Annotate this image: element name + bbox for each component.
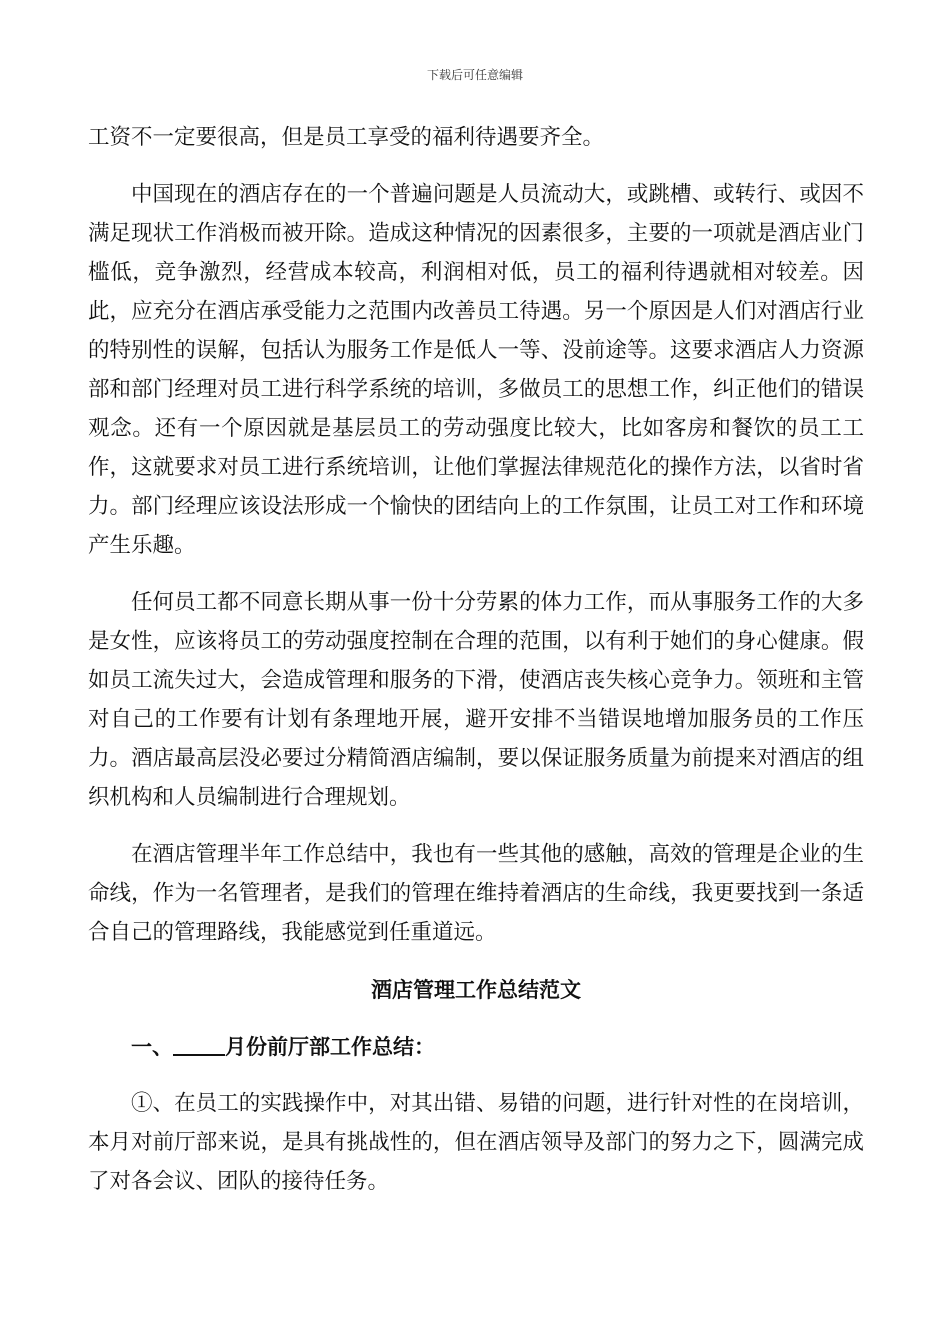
paragraph-2: 中国现在的酒店存在的一个普遍问题是人员流动大，或跳槽、或转行、或因不满足现状工作消极而被开除。造成这种情况的因素很多，主要的一项就是酒店业门槛低，竞争激烈，经营成本较高，利润相对低，员工的福利待遇就相对较差。因此，应充分在酒店承受能力之范围内改善员工待遇。另一个原因是人们对酒店行业的特别性的误解，包括认为服务工作是低人一等、没前途等。这要求酒店人力资源部和部门经理对员工进行科学系统的培训，多做员工的思想工作，纠正他们的错误观念。还有一个原因就是基层员工的劳动强度比较大，比如客房和餐饮的员工工作，这就要求对员工进行系统培训，让他们掌握法律规范化的操作方法，以省时省力。部门经理应该设法形成一个愉快的团结向上的工作氛围，让员工对工作和环境产生乐趣。 — [88, 182, 864, 558]
section-title: 酒店管理工作总结范文 — [371, 977, 581, 1002]
subheading-prefix: 一、 — [131, 1034, 173, 1059]
paragraph-1: 工资不一定要很高，但是员工享受的福利待遇要齐全。 — [88, 125, 605, 150]
page-header-note: 下载后可任意编辑 — [426, 68, 523, 82]
paragraph-4: 在酒店管理半年工作总结中，我也有一些其他的感触，高效的管理是企业的生命线，作为一名管理者，是我们的管理在维持着酒店的生命线，我更要找到一条适合自己的管理路线，我能感觉到任重道远。 — [88, 842, 864, 945]
document-body — [88, 118, 864, 1201]
paragraph-5: ①、在员工的实践操作中，对其出错、易错的问题，进行针对性的在岗培训，本月对前厅部来说，是具有挑战性的，但在酒店领导及部门的努力之下，圆满完成了对各会议、团队的接待任务。 — [88, 1091, 864, 1194]
paragraph-3: 任何员工都不同意长期从事一份十分劳累的体力工作，而从事服务工作的大多是女性，应该将员工的劳动强度控制在合理的范围，以有利于她们的身心健康。假如员工流失过大，会造成管理和服务的下滑，使酒店丧失核心竞争力。领班和主管对自己的工作要有计划有条理地开展，避开安排不当错误地增加服务员的工作压力。酒店最高层没必要过分精简酒店编制，要以保证服务质量为前提来对酒店的组织机构和人员编制进行合理规划。 — [88, 590, 864, 810]
fill-in-blank — [173, 1034, 225, 1056]
subheading — [88, 1027, 864, 1066]
subheading-suffix: 月份前厅部工作总结： — [225, 1034, 435, 1059]
